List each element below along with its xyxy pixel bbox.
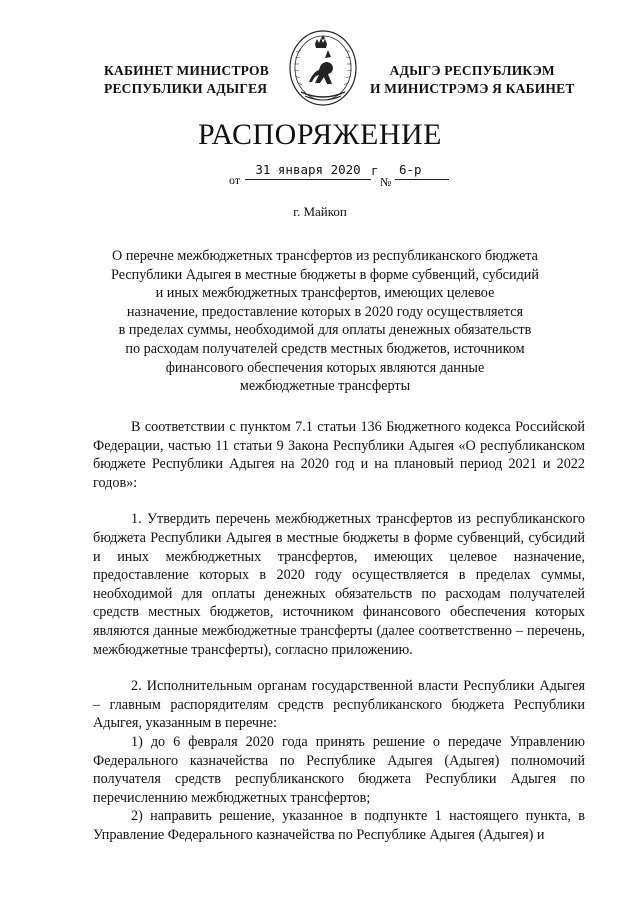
issuer-line-1: АДЫГЭ РЕСПУБЛИКЭМ xyxy=(389,63,555,78)
subject-line: в пределах суммы, необходимой для оплаты денежных обязательств xyxy=(118,322,532,339)
preamble-paragraph: В соответствии с пунктом 7.1 статьи 136 Бюджетного кодекса Российской Федерации, частью 11 статьи 9 Закона Республики Адыгея «О республиканском бюджете Республики Адыгея на 2020 год и на плановый период 2021 и 2022 годов»: xyxy=(93,419,585,491)
document-number: 6-р xyxy=(395,162,449,180)
document-title: РАСПОРЯЖЕНИЕ xyxy=(197,118,443,151)
coat-of-arms-emblem xyxy=(287,28,359,108)
clause-2-paragraph: 2. Исполнительным органам государственной власти Республики Адыгея – главным распорядителям средств республиканского бюджета Республики Адыгея, указанным в перечне: xyxy=(93,678,585,732)
city-name: г. Майкоп xyxy=(293,204,347,219)
issuer-line-2: РЕСПУБЛИКИ АДЫГЕЯ xyxy=(104,81,268,96)
subject-line: О перечне межбюджетных трансфертов из республиканского бюджета xyxy=(112,248,538,264)
document-body xyxy=(93,418,585,844)
document-subject xyxy=(95,247,555,396)
subject-line: Республики Адыгея в местные бюджеты в форме субвенций, субсидий xyxy=(111,266,539,283)
clause-1-paragraph: 1. Утвердить перечень межбюджетных трансфертов из республиканского бюджета Республики Адыгея в местные бюджеты в форме субвенций, субсидий и иных межбюджетных трансфертов, имеющих целевое назначение, предоставление которых в 2020 году осуществляется в пределах суммы, необходимой для оплаты денежных обязательств по расходам получателей средств местных бюджетов, источником финансового обеспечения которых являются данные межбюджетные трансферты (далее соответственно – перечень, межбюджетные трансферты), согласно приложению. xyxy=(93,511,585,658)
issuer-line-2: И МИНИСТРЭМЭ Я КАБИНЕТ xyxy=(370,81,575,96)
year-suffix: г xyxy=(371,163,379,178)
issuer-name-russian xyxy=(104,62,269,98)
number-label: № xyxy=(380,175,392,189)
subclause-2-paragraph: 2) направить решение, указанное в подпункте 1 настоящего пункта, в Управление Федерального казначейства по Республике Адыгея (Адыгея) и xyxy=(93,808,585,843)
date-prefix: от xyxy=(229,173,241,187)
subject-line: финансового обеспечения которых являются данные xyxy=(165,359,485,376)
date-number-line xyxy=(229,162,449,188)
issuer-name-adyghe xyxy=(370,62,575,98)
subclause-1-paragraph: 1) до 6 февраля 2020 года принять решение о передаче Управлению Федерального казначейства по Республике Адыгея (Адыгея) полномочий получателя средств республиканского бюджета Республики Адыгея по перечисленнию межбюджетных трансфертов; xyxy=(93,733,585,806)
subject-line: и иных межбюджетных трансфертов, имеющих целевое xyxy=(155,285,495,302)
subject-line: назначение, предоставление которых в 2020 году осуществляется xyxy=(126,303,524,320)
document-date: 31 января 2020 xyxy=(245,162,371,180)
subject-line: по расходам получателей средств местных бюджетов, источником xyxy=(125,340,525,357)
issuer-line-1: КАБИНЕТ МИНИСТРОВ xyxy=(104,63,269,78)
subject-line: межбюджетные трансферты xyxy=(239,378,411,395)
